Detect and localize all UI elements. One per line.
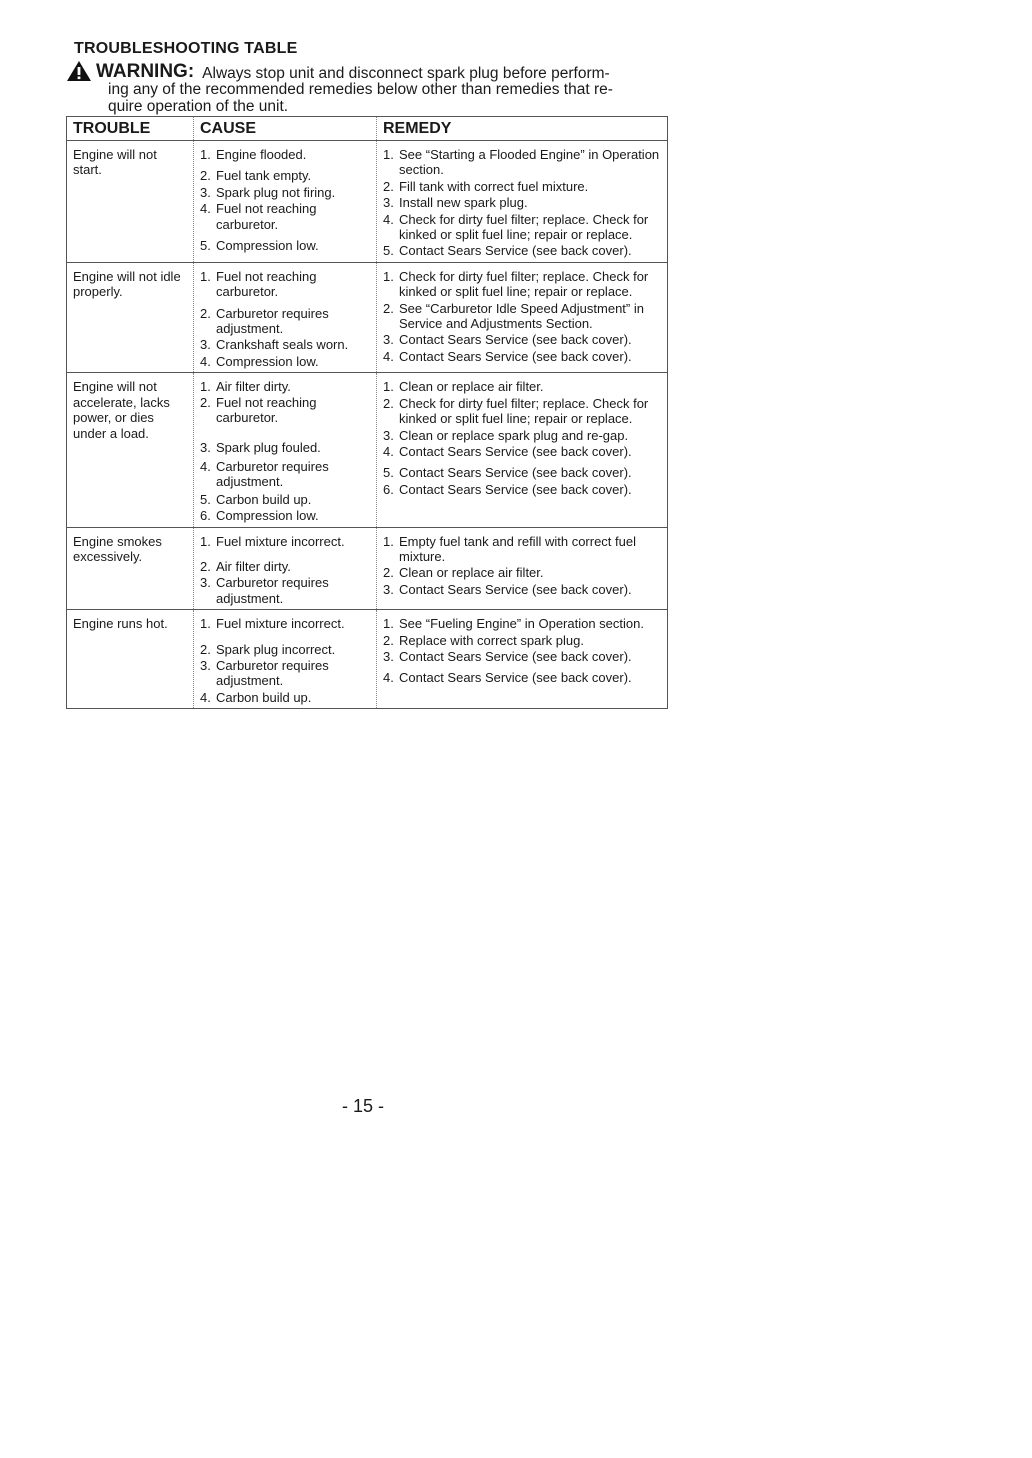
remedy-item (383, 179, 662, 194)
remedy-item-text: Contact Sears Service (see back cover). (399, 670, 632, 686)
remedy-cell (377, 527, 668, 610)
remedy-cell (377, 373, 668, 527)
cause-item (200, 575, 371, 606)
cause-item-number: 1. (200, 533, 211, 549)
header-trouble: TROUBLE (67, 117, 194, 141)
cause-cell (194, 262, 377, 372)
cause-item-text: Spark plug fouled. (216, 439, 321, 455)
cause-item-number: 2. (200, 168, 211, 184)
cause-item-text: Compression low. (216, 508, 319, 524)
table-header-row (67, 117, 668, 141)
remedy-item (383, 465, 662, 480)
cause-item (200, 395, 371, 426)
remedy-item-number: 1. (383, 533, 394, 549)
cause-item-number: 2. (200, 394, 211, 410)
remedy-item (383, 428, 662, 443)
page-title: TROUBLESHOOTING TABLE (74, 40, 298, 57)
table-row (67, 373, 668, 527)
remedy-item-number: 5. (383, 465, 394, 481)
remedy-item (383, 565, 662, 580)
cause-item-number: 5. (200, 491, 211, 507)
cause-item-text: Carbon build up. (216, 689, 312, 705)
cause-item-text: Fuel mixture incorrect. (216, 533, 345, 549)
cause-item-number: 4. (200, 201, 211, 217)
remedy-item-number: 6. (383, 481, 394, 497)
troubleshooting-table (66, 116, 668, 709)
cause-item-text: Air filter dirty. (216, 379, 291, 395)
remedy-item-text: See “Starting a Flooded Engine” in Operation section. (399, 147, 660, 178)
remedy-item-number: 3. (383, 648, 394, 664)
remedy-item-number: 2. (383, 178, 394, 194)
cause-item (200, 616, 371, 631)
remedy-item-number: 5. (383, 243, 394, 259)
cause-item-text: Fuel mixture incorrect. (216, 616, 345, 632)
cause-item-number: 1. (200, 147, 211, 162)
remedy-item-text: Clean or replace spark plug and re-gap. (399, 427, 629, 443)
remedy-item-text: Contact Sears Service (see back cover). (399, 581, 632, 597)
remedy-item (383, 269, 662, 300)
warning-line-2: ing any of the recommended remedies below other than remedies that re- (108, 81, 613, 98)
remedy-item (383, 195, 662, 210)
cause-item-number: 3. (200, 439, 211, 455)
table-row (67, 262, 668, 372)
remedy-item-text: Check for dirty fuel filter; replace. Check for kinked or split fuel line; repair or replace. (399, 211, 649, 243)
header-remedy: REMEDY (377, 117, 668, 141)
cause-item-number: 5. (200, 238, 211, 254)
remedy-item (383, 212, 662, 243)
remedy-item-number: 2. (383, 632, 394, 648)
cause-item (200, 269, 371, 300)
remedy-item-number: 4. (383, 348, 394, 364)
cause-item-number: 1. (200, 616, 211, 632)
cause-cell (194, 141, 377, 263)
remedy-item-text: Contact Sears Service (see back cover). (399, 481, 632, 497)
remedy-item (383, 670, 662, 685)
cause-item-number: 4. (200, 458, 211, 474)
cause-item (200, 642, 371, 657)
remedy-cell (377, 262, 668, 372)
cause-item (200, 508, 371, 523)
cause-cell (194, 527, 377, 610)
cause-item-number: 6. (200, 508, 211, 524)
warning-line-1: Always stop unit and disconnect spark plug before perform- (202, 64, 610, 82)
cause-item-number: 2. (200, 305, 211, 321)
warning-line-3: quire operation of the unit. (108, 97, 289, 115)
remedy-item-number: 4. (383, 211, 394, 227)
cause-item-text: Fuel tank empty. (216, 168, 312, 184)
cause-cell (194, 610, 377, 709)
warning-block (66, 60, 646, 115)
remedy-item (383, 616, 662, 631)
trouble-cell: Engine runs hot. (67, 610, 194, 709)
remedy-item (383, 482, 662, 497)
cause-item-text: Engine flooded. (216, 147, 307, 162)
cause-item (200, 185, 371, 200)
cause-item-text: Crankshaft seals worn. (216, 337, 349, 353)
remedy-item-number: 4. (383, 443, 394, 459)
cause-item (200, 534, 371, 549)
trouble-cell: Engine smokes excessively. (67, 527, 194, 610)
remedy-item (383, 444, 662, 459)
cause-item-text: Carburetor requires adjustment. (216, 657, 329, 689)
cause-item-text: Spark plug not firing. (216, 184, 336, 200)
remedy-item-text: Fill tank with correct fuel mixture. (399, 178, 589, 194)
cause-item-number: 4. (200, 689, 211, 705)
cause-item-text: Fuel not reaching carburetor. (216, 268, 317, 300)
cause-item-number: 1. (200, 268, 211, 284)
cause-item (200, 459, 371, 490)
cause-item (200, 168, 371, 183)
cause-item (200, 306, 371, 337)
remedy-item (383, 243, 662, 258)
remedy-item-number: 3. (383, 195, 394, 211)
remedy-item (383, 301, 662, 332)
remedy-item-text: Contact Sears Service (see back cover). (399, 332, 632, 348)
remedy-item (383, 633, 662, 648)
cause-item-text: Carburetor requires adjustment. (216, 458, 329, 490)
cause-item-number: 2. (200, 558, 211, 574)
cause-item (200, 337, 371, 352)
table-row (67, 527, 668, 610)
remedy-item-text: Contact Sears Service (see back cover). (399, 648, 632, 664)
cause-item (200, 658, 371, 689)
remedy-item-text: See “Fueling Engine” in Operation section. (399, 616, 644, 632)
cause-item-text: Fuel not reaching carburetor. (216, 201, 317, 232)
cause-item (200, 440, 371, 455)
table-row (67, 610, 668, 709)
remedy-item-text: Contact Sears Service (see back cover). (399, 465, 632, 481)
remedy-item-number: 4. (383, 670, 394, 686)
remedy-cell (377, 610, 668, 709)
cause-item-number: 3. (200, 184, 211, 200)
remedy-item-number: 3. (383, 427, 394, 443)
cause-item-text: Carburetor requires adjustment. (216, 575, 329, 606)
cause-item-number: 3. (200, 575, 211, 591)
remedy-item-text: Clean or replace air filter. (399, 379, 544, 395)
trouble-cell: Engine will not start. (67, 141, 194, 263)
remedy-item-text: Clean or replace air filter. (399, 565, 544, 581)
trouble-cell: Engine will not idle properly. (67, 262, 194, 372)
remedy-item-text: Install new spark plug. (399, 195, 528, 211)
cause-item (200, 379, 371, 394)
remedy-item (383, 379, 662, 394)
remedy-item-text: Contact Sears Service (see back cover). (399, 443, 632, 459)
cause-item-number: 4. (200, 353, 211, 369)
remedy-item-text: Check for dirty fuel filter; replace. Check for kinked or split fuel line; repair or replace. (399, 268, 649, 300)
remedy-item-text: Contact Sears Service (see back cover). (399, 243, 632, 259)
remedy-item-text: Contact Sears Service (see back cover). (399, 348, 632, 364)
cause-item-text: Air filter dirty. (216, 558, 291, 574)
warning-triangle-icon (66, 60, 92, 82)
remedy-item-number: 2. (383, 395, 394, 411)
cause-item (200, 559, 371, 574)
remedy-item (383, 649, 662, 664)
remedy-cell (377, 141, 668, 263)
remedy-item (383, 349, 662, 364)
remedy-item-text: Check for dirty fuel filter; replace. Check for kinked or split fuel line; repair or replace. (399, 395, 649, 427)
remedy-item-number: 1. (383, 147, 394, 162)
cause-item (200, 354, 371, 369)
cause-item-text: Carburetor requires adjustment. (216, 305, 329, 337)
remedy-item (383, 147, 662, 178)
cause-item-text: Compression low. (216, 238, 319, 254)
remedy-item (383, 534, 662, 565)
cause-item (200, 492, 371, 507)
cause-item (200, 201, 371, 232)
page-number: - 15 - (342, 1096, 385, 1116)
table-body (67, 141, 668, 709)
remedy-item (383, 396, 662, 427)
cause-item-text: Compression low. (216, 353, 319, 369)
cause-item (200, 690, 371, 705)
remedy-item-number: 1. (383, 268, 394, 284)
remedy-item-number: 1. (383, 616, 394, 632)
remedy-item (383, 582, 662, 597)
remedy-item-number: 2. (383, 300, 394, 316)
cause-item-text: Carbon build up. (216, 491, 312, 507)
cause-item-number: 2. (200, 641, 211, 657)
remedy-item-number: 1. (383, 379, 394, 395)
warning-label: WARNING: (96, 61, 195, 82)
header-cause: CAUSE (194, 117, 377, 141)
cause-cell (194, 373, 377, 527)
cause-item-text: Spark plug incorrect. (216, 641, 336, 657)
remedy-item-number: 3. (383, 581, 394, 597)
remedy-item-text: See “Carburetor Idle Speed Adjustment” in Service and Adjustments Section. (399, 300, 644, 332)
cause-item-number: 3. (200, 657, 211, 673)
remedy-item-number: 3. (383, 332, 394, 348)
remedy-item-text: Replace with correct spark plug. (399, 632, 584, 648)
remedy-item-text: Empty fuel tank and refill with correct fuel mixture. (399, 533, 636, 564)
cause-item (200, 147, 371, 162)
trouble-cell: Engine will not accelerate, lacks power, or dies under a load. (67, 373, 194, 527)
cause-item (200, 238, 371, 253)
cause-item-text: Fuel not reaching carburetor. (216, 394, 317, 426)
remedy-item-number: 2. (383, 565, 394, 581)
cause-item-number: 3. (200, 337, 211, 353)
remedy-item (383, 332, 662, 347)
cause-item-number: 1. (200, 379, 211, 395)
table-row (67, 141, 668, 263)
